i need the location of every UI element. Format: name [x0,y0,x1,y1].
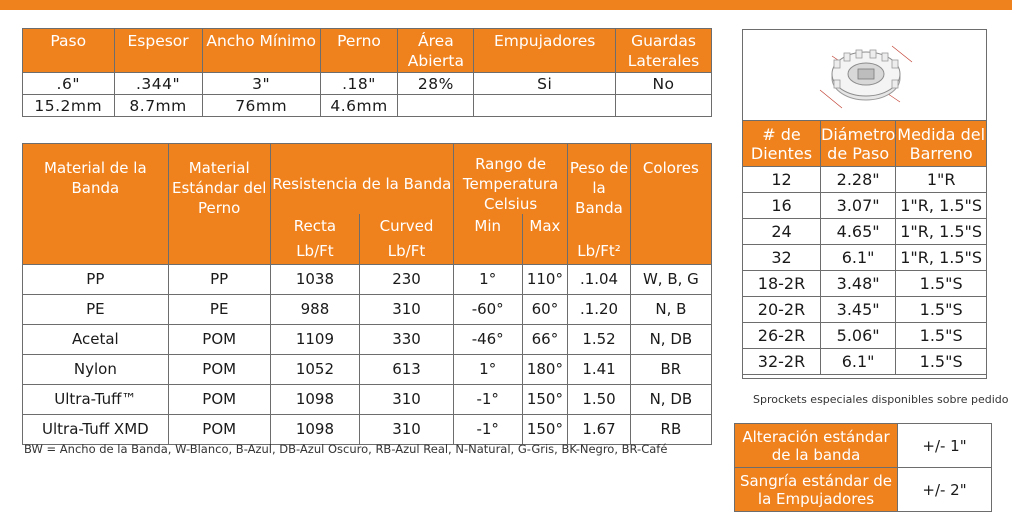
materials-cell: N, DB [630,324,711,354]
top-accent-bar [0,0,1012,10]
sprocket-cell: 1.5"S [896,349,987,375]
materials-cell: 1.50 [568,384,630,414]
materials-cell: POM [168,384,270,414]
sprocket-row [743,245,987,271]
specs-row-imperial [23,73,712,95]
specs-header-row [23,29,712,73]
cell: 28% [398,73,474,95]
header-guardas-laterales: Guardas Laterales [616,29,712,73]
materials-cell: Ultra-Tuff™ [23,384,169,414]
specs-table [22,28,712,117]
sprocket-cell: 1.5"S [896,297,987,323]
header-max-cont [522,238,568,264]
sprocket-table [742,120,987,375]
tolerance-value-empujadores: +/- 2" [898,468,992,512]
sprocket-cell: 1"R, 1.5"S [896,219,987,245]
materials-cell: 230 [360,264,454,294]
materials-cell: PE [23,294,169,324]
materials-cell: -60° [453,294,522,324]
materials-row [23,324,712,354]
header-unit-recta: Lb/Ft [270,238,360,264]
materials-row [23,294,712,324]
sprocket-row [743,167,987,193]
sprocket-cell: 3.45" [821,297,896,323]
sprocket-cell: 3.48" [821,271,896,297]
header-rango-temperatura: Rango de Temperatura Celsius [453,144,567,215]
header-empujadores: Empujadores [474,29,616,73]
sprocket-row [743,349,987,375]
cell: .18" [320,73,398,95]
cell: 4.6mm [320,95,398,117]
materials-row [23,354,712,384]
header-material-banda-cont [23,238,169,264]
header-colores: Colores [630,144,711,265]
materials-row [23,414,712,444]
header-peso: Peso de la Banda [568,144,630,239]
materials-cell: 60° [522,294,568,324]
sprocket-cell: 4.65" [821,219,896,245]
sprocket-cell: 1"R, 1.5"S [896,193,987,219]
sprocket-cell: 32-2R [743,349,821,375]
materials-cell: 1° [453,264,522,294]
materials-row [23,384,712,414]
header-max: Max [522,214,568,238]
materials-cell: 1038 [270,264,360,294]
header-unit-curved: Lb/Ft [360,238,454,264]
tolerances-table [734,423,992,512]
materials-cell: BR [630,354,711,384]
tolerance-label-banda: Alteración estándar de la banda [735,424,898,468]
header-area-abierta: Área Abierta [398,29,474,73]
sprocket-cell: 20-2R [743,297,821,323]
materials-cell: 1098 [270,384,360,414]
materials-cell: W, B, G [630,264,711,294]
sprocket-cell: 1.5"S [896,271,987,297]
materials-cell: 330 [360,324,454,354]
cell [616,95,712,117]
materials-cell: 180° [522,354,568,384]
cell [398,95,474,117]
sprocket-cell: 26-2R [743,323,821,349]
sprocket-cell: 32 [743,245,821,271]
sprocket-image [812,38,922,116]
sprocket-cell: 18-2R [743,271,821,297]
materials-cell: POM [168,324,270,354]
header-diametro: Diámetro de Paso [821,121,896,167]
sprocket-cell: 16 [743,193,821,219]
materials-cell: 150° [522,384,568,414]
materials-cell: 988 [270,294,360,324]
sprocket-cell: 1"R [896,167,987,193]
header-curved: Curved [360,214,454,238]
header-ancho-minimo: Ancho Mínimo [202,29,320,73]
materials-cell: -46° [453,324,522,354]
sprocket-cell: 1.5"S [896,323,987,349]
materials-cell: 1.52 [568,324,630,354]
sprocket-row [743,297,987,323]
materials-cell: 1.41 [568,354,630,384]
special-sprockets-note: Sprockets especiales disponibles sobre pedido [753,393,1009,406]
cell: No [616,73,712,95]
header-recta: Recta [270,214,360,238]
materials-cell: -1° [453,414,522,444]
materials-cell: 1109 [270,324,360,354]
materials-cell: PP [168,264,270,294]
header-espesor: Espesor [114,29,202,73]
header-perno: Perno [320,29,398,73]
sprocket-cell: 24 [743,219,821,245]
materials-cell: 1.67 [568,414,630,444]
materials-cell: N, DB [630,384,711,414]
footnote: BW = Ancho de la Banda, W-Blanco, B-Azul, DB-Azul Oscuro, RB-Azul Real, N-Natural, G-Gris, BK-Negro, BR-Café [24,442,668,456]
materials-cell: POM [168,354,270,384]
materials-cell: Ultra-Tuff XMD [23,414,169,444]
tolerance-label-empujadores: Sangría estándar de la Empujadores [735,468,898,512]
sprocket-row [743,219,987,245]
cell [474,95,616,117]
materials-cell: PP [23,264,169,294]
sprocket-cell: 3.07" [821,193,896,219]
materials-cell: Nylon [23,354,169,384]
materials-cell: 613 [360,354,454,384]
header-material-perno-cont [168,238,270,264]
sprocket-cell: 6.1" [821,245,896,271]
materials-cell: -1° [453,384,522,414]
materials-cell: 1° [453,354,522,384]
cell: 8.7mm [114,95,202,117]
materials-table [22,143,712,445]
cell: Si [474,73,616,95]
header-dientes: # de Dientes [743,121,821,167]
sprocket-row [743,323,987,349]
sprocket-row [743,193,987,219]
materials-cell: PE [168,294,270,324]
sprocket-cell: 12 [743,167,821,193]
header-min: Min [453,214,522,238]
specs-row-metric [23,95,712,117]
cell: .6" [23,73,115,95]
materials-cell: 150° [522,414,568,444]
header-barreno: Medida del Barreno [896,121,987,167]
header-material-banda: Material de la Banda [23,144,169,239]
sprocket-cell: 2.28" [821,167,896,193]
tolerance-value-banda: +/- 1" [898,424,992,468]
cell: .344" [114,73,202,95]
cell: 15.2mm [23,95,115,117]
materials-cell: POM [168,414,270,444]
materials-cell: 1098 [270,414,360,444]
materials-cell: 310 [360,414,454,444]
materials-cell: .1.04 [568,264,630,294]
sprocket-cell: 5.06" [821,323,896,349]
materials-cell: 66° [522,324,568,354]
header-material-perno: Material Estándar del Perno [168,144,270,239]
materials-row [23,264,712,294]
materials-cell: RB [630,414,711,444]
materials-cell: N, B [630,294,711,324]
materials-cell: 310 [360,384,454,414]
cell: 3" [202,73,320,95]
header-paso: Paso [23,29,115,73]
materials-cell: 110° [522,264,568,294]
cell: 76mm [202,95,320,117]
materials-cell: 310 [360,294,454,324]
header-min-cont [453,238,522,264]
materials-cell: .1.20 [568,294,630,324]
materials-cell: Acetal [23,324,169,354]
header-unit-peso: Lb/Ft² [568,238,630,264]
header-resistencia: Resistencia de la Banda [270,144,453,215]
materials-cell: 1052 [270,354,360,384]
sprocket-cell: 6.1" [821,349,896,375]
sprocket-cell: 1"R, 1.5"S [896,245,987,271]
sprocket-row [743,271,987,297]
